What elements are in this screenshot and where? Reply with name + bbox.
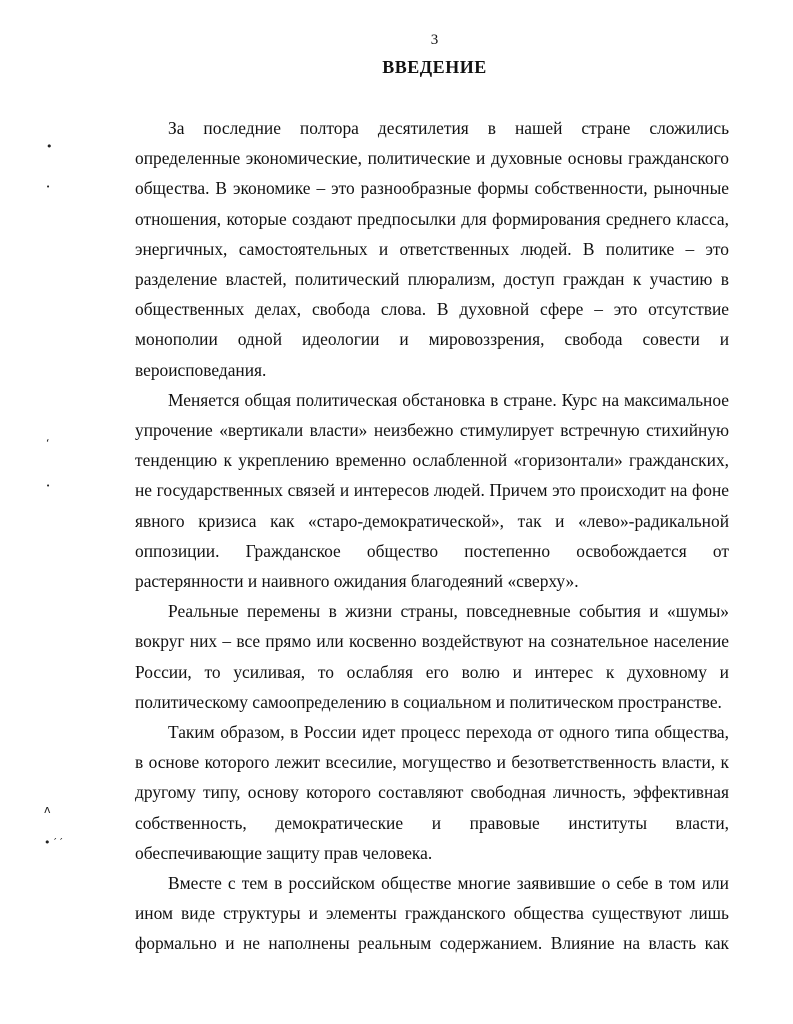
scan-mark-dot: ʌ bbox=[44, 803, 51, 816]
paragraph-1: За последние полтора десятилетия в нашей стране сложились определенные экономические, политические и духовные основы гражданского общества. В экономике – это разнообразные формы собственности, рыночные отношения, которые создают предпосылки для формирования среднего класса, энергичных, самостоятельных и ответственных людей. В политике – это разделение властей, политический плюрализм, доступ граждан к участию в общественных делах, свобода слова. В духовной сфере – это отсутствие монополии одной идеологии и мировоззрения, свобода совести и вероисповедания. bbox=[135, 118, 729, 380]
scan-mark-dot: • ′ ′ bbox=[44, 836, 63, 849]
document-body bbox=[135, 113, 729, 959]
scan-mark-dot: • bbox=[46, 183, 51, 191]
scan-mark-dot: ‘ bbox=[46, 437, 50, 450]
page-title: ВВЕДЕНИЕ bbox=[382, 57, 487, 77]
page-number: 3 bbox=[430, 32, 439, 48]
scan-mark-dot: • bbox=[46, 140, 53, 153]
paragraph-4: Таким образом, в России идет процесс перехода от одного типа общества, в основе которого лежит всесилие, могущество и безответственность власти, к другому типу, основу которого составляют свободная личность, эффективная собственность, демократические и правовые институты власти, обеспечивающие защиту прав человека. bbox=[135, 722, 729, 863]
paragraph-5: Вместе с тем в российском обществе многие заявившие о себе в том или ином виде структуры и элементы гражданского общества существуют лишь формально и не наполнены реальным содержанием. Влияние на власть как bbox=[135, 873, 729, 954]
paragraph-2: Меняется общая политическая обстановка в стране. Курс на максимальное упрочение «вертикали власти» неизбежно стимулирует встречную стихийную тенденцию к укреплению временно ослабленной «горизонтали» гражданских, не государственных связей и интересов людей. Причем это происходит на фоне явного кризиса как «старо-демократической», так и «лево»-радикальной оппозиции. Гражданское общество постепенно освобождается от растерянности и наивного ожидания благодеяний «сверху». bbox=[135, 389, 729, 592]
paragraph-3: Реальные перемены в жизни страны, повседневные события и «шумы» вокруг них – все прямо или косвенно воздействуют на сознательное население России, то усиливая, то ослабляя его волю и интерес к духовному и политическому самоопределению в социальном и политическом пространстве. bbox=[135, 601, 729, 712]
scan-mark-dot: • bbox=[46, 482, 51, 490]
